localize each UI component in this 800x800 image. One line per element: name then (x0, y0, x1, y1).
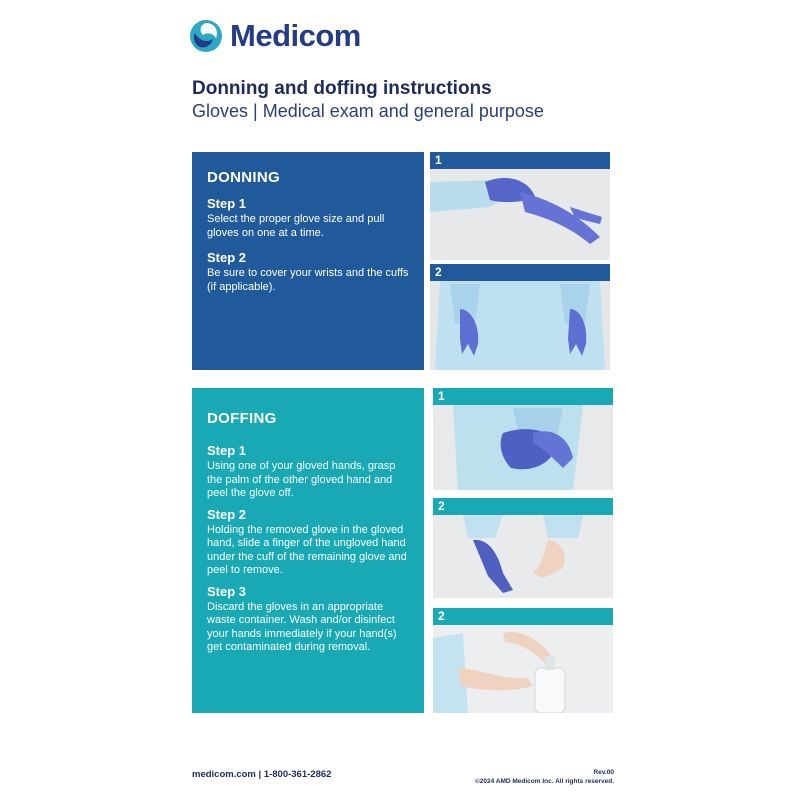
doffing-photo-2 (433, 498, 613, 598)
doffing-step-3-text: Discard the gloves in an appropriate waste container. Wash and/or disinfect your hands immediately if your hand(s) get contaminated during removal. (207, 600, 397, 653)
footer-contact: medicom.com | 1-800-361-2862 (192, 769, 332, 780)
donning-photo-2 (430, 264, 610, 370)
donning-photo-1-number: 1 (430, 152, 610, 169)
doffing-photo-3-number: 2 (433, 608, 613, 625)
document-title: Donning and doffing instructions (192, 78, 492, 99)
document-subtitle: Gloves | Medical exam and general purpose (192, 101, 544, 121)
doffing-step-1-text: Using one of your gloved hands, grasp the palm of the other gloved hand and peel the glove off. (207, 460, 396, 499)
doffing-photo-3 (433, 608, 613, 713)
doffing-photo-2-number: 2 (433, 498, 613, 515)
donning-photo-1 (430, 152, 610, 260)
donning-panel (192, 152, 424, 370)
doffing-photo-1-number: 1 (433, 388, 613, 405)
donning-heading: DONNING (207, 169, 280, 186)
doffing-step-2-title: Step 2 (207, 506, 247, 522)
donning-step-2-title: Step 2 (207, 250, 247, 265)
medicom-logo-icon (189, 19, 223, 53)
footer-revision: Rev.00 (593, 769, 614, 776)
donning-step-2-text: Be sure to cover your wrists and the cuffs (if applicable). (207, 267, 409, 293)
doffing-photo-1 (433, 388, 613, 490)
doffing-step-2-text: Holding the removed glove in the gloved hand, slide a finger of the ungloved hand under the cuff of the remaining glove and peel to remove. (207, 523, 407, 576)
doffing-panel (192, 388, 424, 713)
donning-step-1-title: Step 1 (207, 196, 247, 211)
doffing-heading: DOFFING (207, 410, 277, 427)
doffing-step-3-title: Step 3 (207, 583, 247, 599)
brand-name: Medicom (230, 18, 361, 53)
medicom-logo (189, 16, 361, 56)
donning-step-1-text: Select the proper glove size and pull gloves on one at a time. (207, 213, 385, 239)
doffing-step-1-title: Step 1 (207, 443, 247, 458)
footer-copyright: ©2024 AMD Medicom Inc. All rights reserved. (474, 778, 614, 785)
footer-legal (475, 768, 614, 786)
donning-photo-2-number: 2 (430, 264, 610, 281)
